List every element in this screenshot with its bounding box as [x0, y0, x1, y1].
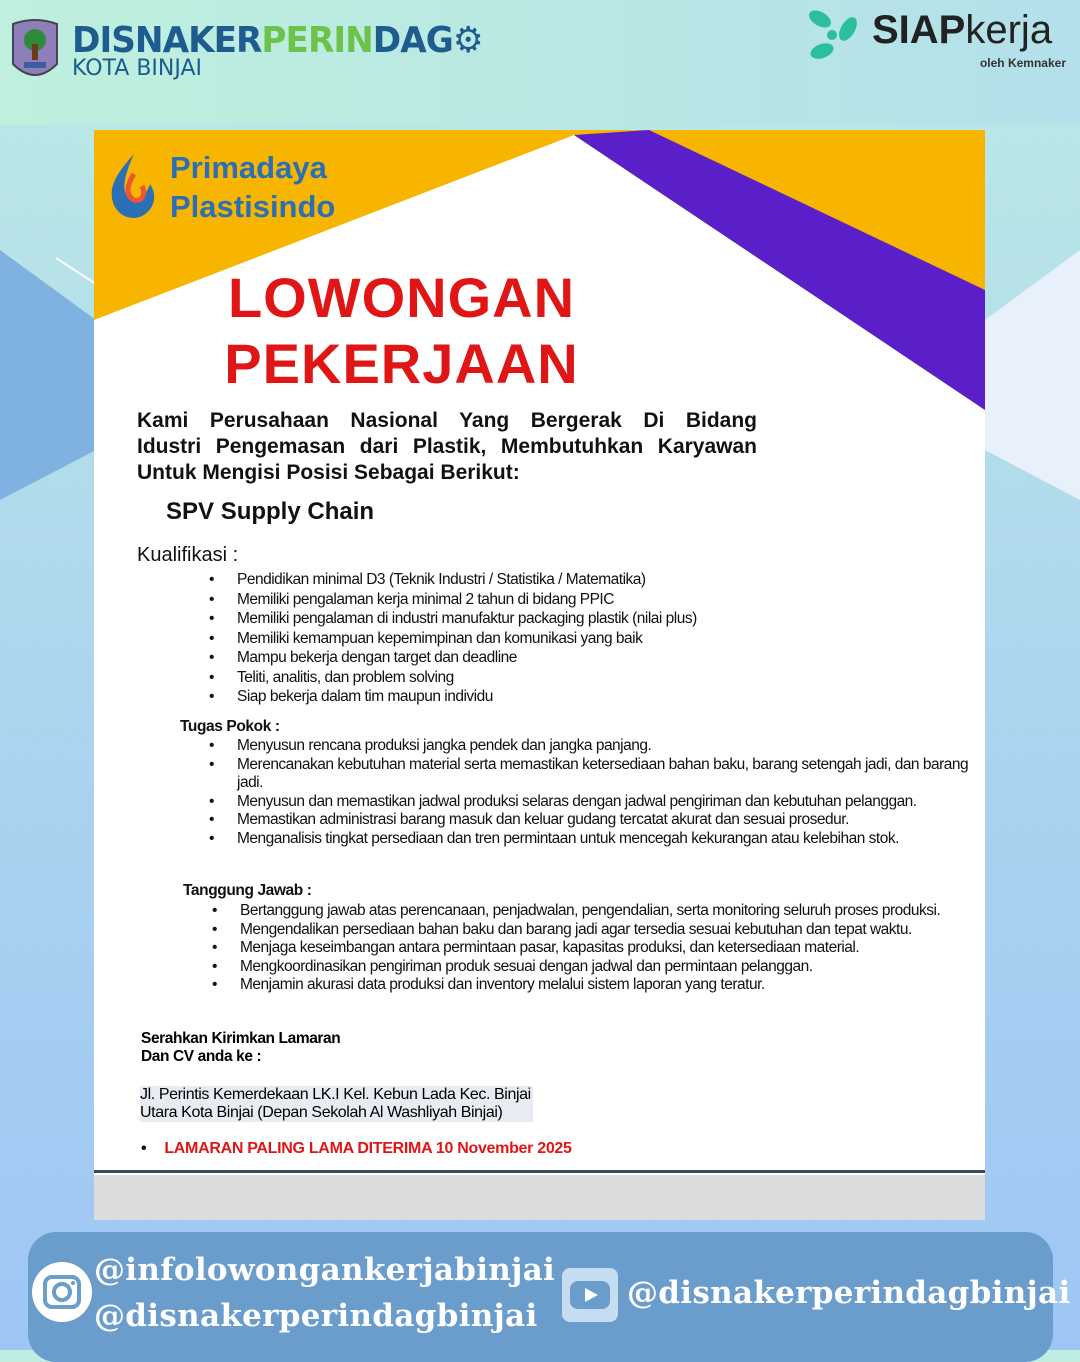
address: Jl. Perintis Kemerdekaan LK.I Kel. Kebun Lada Kec. Binjai Utara Kota Binjai (Depan Sekolah Al Washliyah Binjai) [140, 1086, 531, 1121]
list-item: • Mampu bekerja dengan target dan deadline [209, 648, 969, 668]
list-item: • Menjaga keseimbangan antara permintaan pasar, kapasitas produksi, dan ketersediaan material. [212, 939, 982, 958]
instagram-handle-2[interactable]: @disnakerperindagbinjai [94, 1298, 538, 1334]
position-title: SPV Supply Chain [166, 498, 375, 525]
left-decoration [0, 250, 96, 510]
poster-title: LOWONGAN PEKERJAAN [224, 266, 579, 395]
responsibilities-heading: Tanggung Jawab : [183, 882, 312, 899]
list-item: • Pendidikan minimal D3 (Teknik Industri / Statistika / Matematika) [209, 570, 969, 590]
youtube-icon[interactable] [562, 1268, 618, 1322]
divider [94, 1170, 985, 1173]
list-item: • Menganalisis tingkat persediaan dan tren permintaan untuk mencegah kekurangan atau kelebihan stok. [209, 830, 969, 849]
send-instructions: Serahkan Kirimkan Lamaran Dan CV anda ke : [141, 1030, 341, 1065]
responsibilities-list [212, 902, 982, 995]
list-item: • Menyusun rencana produksi jangka pendek dan jangka panjang. [209, 737, 969, 756]
list-item: • Mengkoordinasikan pengiriman produk sesuai dengan jadwal dan permintaan pelanggan. [212, 958, 982, 977]
intro-text: Kami Perusahaan Nasional Yang Bergerak Di Bidang Idustri Pengemasan dari Plastik, Membutuhkan Karyawan Untuk Mengisi Posisi Sebagai Berikut: [137, 409, 757, 484]
deadline-notice: • LAMARAN PALING LAMA DITERIMA 10 November 2025 [141, 1140, 572, 1157]
org-subtitle: KOTA BINJAI [72, 56, 202, 81]
list-item: • Menyusun dan memastikan jadwal produksi selaras dengan jadwal pengiriman dan kebutuhan pelanggan. [209, 793, 969, 812]
binjai-emblem-icon [10, 16, 60, 84]
list-item: • Memiliki pengalaman di industri manufaktur packaging plastik (nilai plus) [209, 609, 969, 629]
org-logo-text: DISNAKERPERINDAG⚙ [72, 20, 483, 61]
list-item: • Memiliki kemampuan kepemimpinan dan komunikasi yang baik [209, 629, 969, 649]
header [0, 0, 1080, 125]
list-item: • Teliti, analitis, dan problem solving [209, 668, 969, 688]
list-item: • Memiliki pengalaman kerja minimal 2 tahun di bidang PPIC [209, 590, 969, 610]
company-name: Primadaya Plastisindo [170, 150, 336, 224]
list-item: • Menjamin akurasi data produksi dan inventory melalui sistem laporan yang teratur. [212, 976, 982, 995]
list-item: • Merencanakan kebutuhan material serta memastikan ketersediaan bahan baku, barang setengah jadi, dan barang jadi. [209, 756, 969, 793]
partner-subtitle: oleh Kemnaker [979, 56, 1066, 70]
list-item: • Memastikan administrasi barang masuk dan keluar gudang tercatat akurat dan sesuai prosedur. [209, 811, 969, 830]
siapkerja-logo-icon [800, 5, 864, 65]
list-item: • Bertanggung jawab atas perencanaan, penjadwalan, pengendalian, serta monitoring seluruh proses produksi. [212, 902, 982, 921]
poster-bottom-strip [94, 1175, 985, 1220]
right-decoration [985, 250, 1080, 510]
partner-logo-text: SIAPkerja [872, 8, 1053, 52]
qualifications-list [209, 570, 969, 707]
job-poster [94, 130, 985, 1220]
qualifications-heading: Kualifikasi : [137, 544, 239, 566]
instagram-handle-1[interactable]: @infolowongankerjabinjai [94, 1252, 556, 1288]
list-item: • Siap bekerja dalam tim maupun individu [209, 687, 969, 707]
company-logo-icon [108, 152, 160, 222]
instagram-icon[interactable] [32, 1262, 92, 1322]
duties-list [209, 737, 969, 848]
list-item: • Mengendalikan persediaan bahan baku dan barang jadi agar tersedia sesuai kebutuhan dan tepat waktu. [212, 921, 982, 940]
duties-heading: Tugas Pokok : [180, 718, 280, 735]
youtube-handle[interactable]: @disnakerperindagbinjai [627, 1275, 1071, 1311]
